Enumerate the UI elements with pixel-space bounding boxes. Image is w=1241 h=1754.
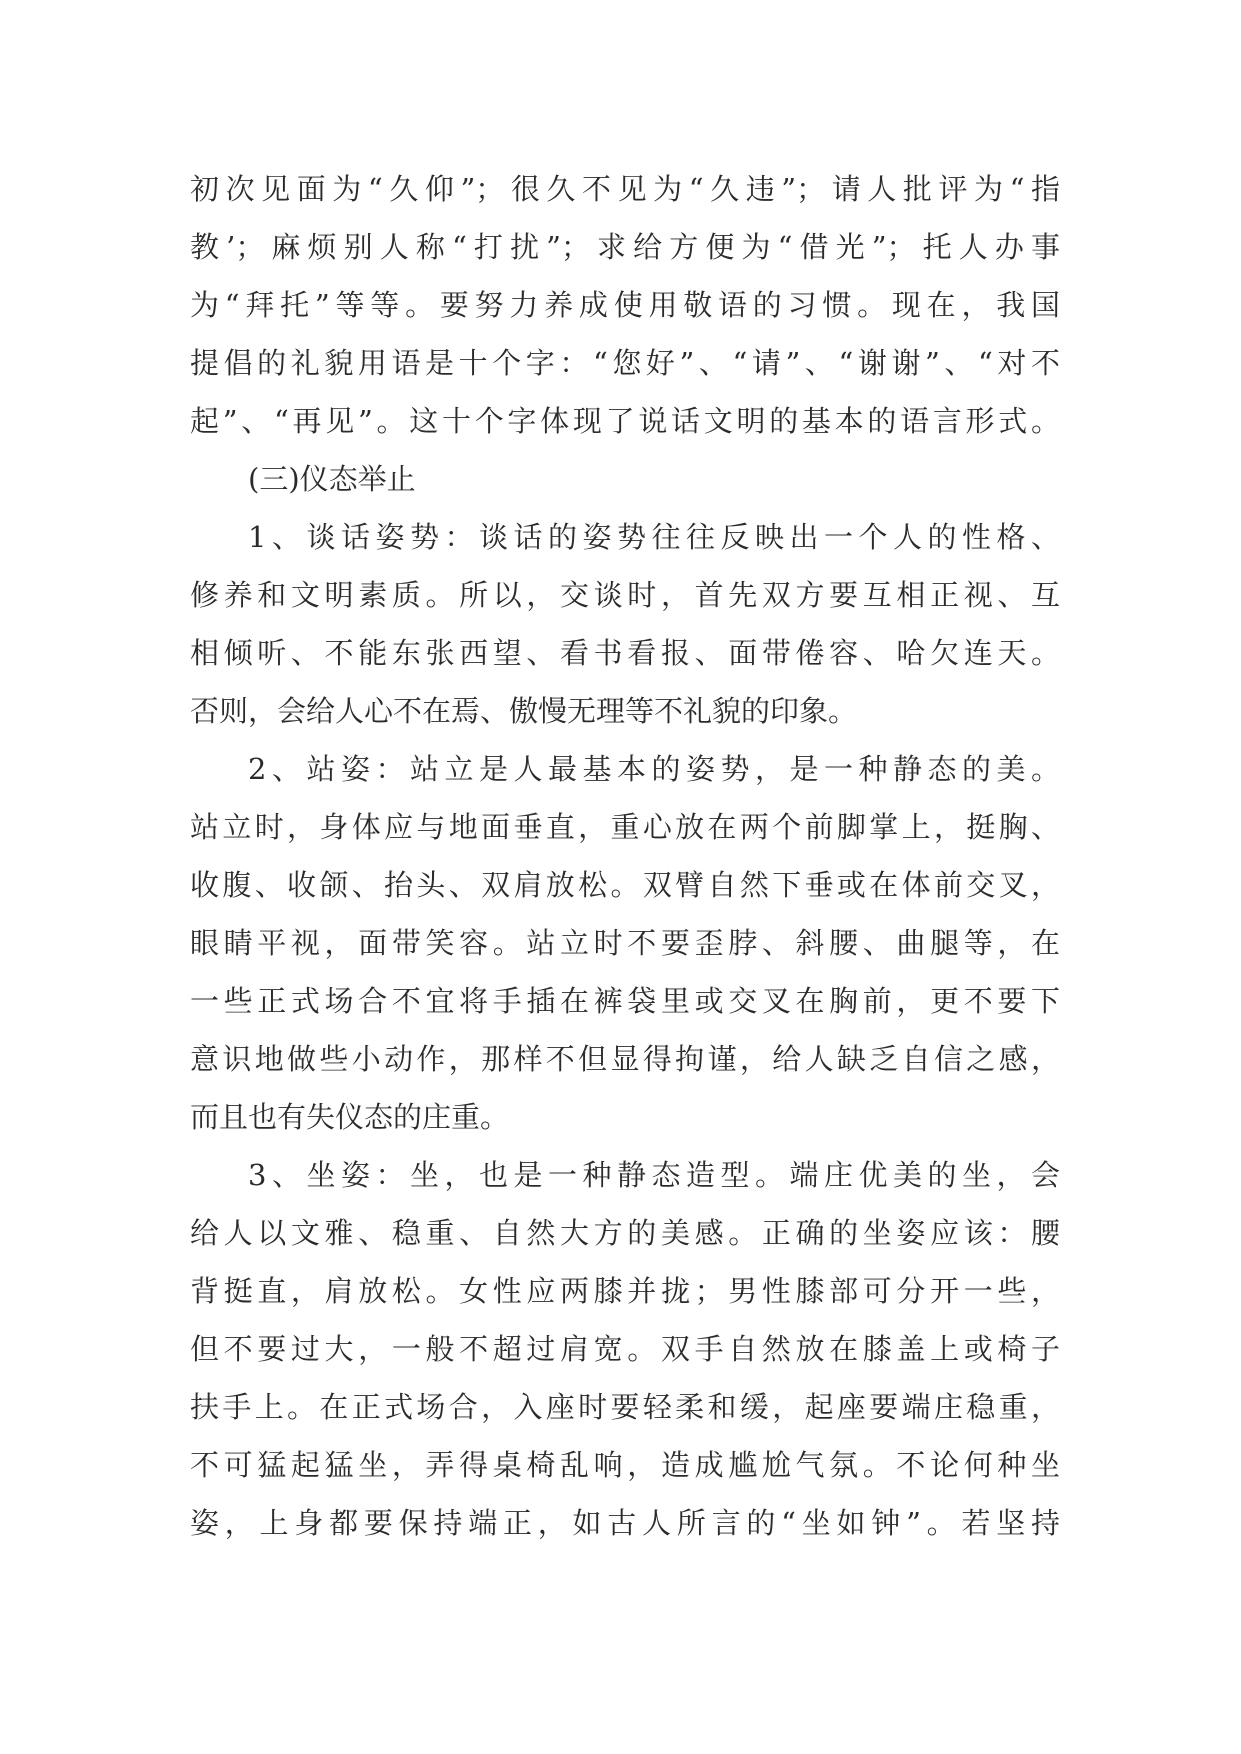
text-line: 而且也有失仪态的庄重。	[190, 1100, 510, 1134]
text-line: 否则，会给人心不在焉、傲慢无理等不礼貌的印象。	[190, 694, 858, 728]
paragraph-start-line: 3、坐姿：坐，也是一种静态造型。端庄优美的坐，会	[248, 1158, 1060, 1192]
text-line: 初次见面为“久仰”；很久不见为“久违”；请人批评为“指	[190, 172, 1060, 206]
section-heading: (三)仪态举止	[248, 462, 416, 496]
text-line: 起”、“再见”。这十个字体现了说话文明的基本的语言形式。	[190, 404, 1060, 438]
text-line: 站立时，身体应与地面垂直，重心放在两个前脚掌上，挺胸、	[190, 810, 1060, 844]
document-body	[190, 160, 1060, 1552]
text-line: 但不要过大，一般不超过肩宽。双手自然放在膝盖上或椅子	[190, 1332, 1060, 1366]
text-line: 收腹、收颌、抬头、双肩放松。双臂自然下垂或在体前交叉，	[190, 868, 1060, 902]
text-line: 意识地做些小动作，那样不但显得拘谨，给人缺乏自信之感，	[190, 1042, 1060, 1076]
text-line: 眼睛平视，面带笑容。站立时不要歪脖、斜腰、曲腿等，在	[190, 926, 1060, 960]
paragraph-start-line: 2、站姿：站立是人最基本的姿势，是一种静态的美。	[248, 752, 1060, 786]
text-line: 为“拜托”等等。要努力养成使用敬语的习惯。现在，我国	[190, 288, 1060, 322]
text-line: 不可猛起猛坐，弄得桌椅乱响，造成尴尬气氛。不论何种坐	[190, 1448, 1060, 1482]
text-line: 提倡的礼貌用语是十个字：“您好”、“请”、“谢谢”、“对不	[190, 346, 1060, 380]
text-line: 一些正式场合不宜将手插在裤袋里或交叉在胸前，更不要下	[190, 984, 1060, 1018]
text-line: 相倾听、不能东张西望、看书看报、面带倦容、哈欠连天。	[190, 636, 1060, 670]
paragraph-start-line: 1、谈话姿势：谈话的姿势往往反映出一个人的性格、	[248, 520, 1060, 554]
text-line: 扶手上。在正式场合，入座时要轻柔和缓，起座要端庄稳重，	[190, 1390, 1060, 1424]
text-line: 教’；麻烦别人称“打扰”；求给方便为“借光”；托人办事	[190, 230, 1060, 264]
text-line: 给人以文雅、稳重、自然大方的美感。正确的坐姿应该：腰	[190, 1216, 1060, 1250]
text-line: 修养和文明素质。所以，交谈时，首先双方要互相正视、互	[190, 578, 1060, 612]
text-line: 背挺直，肩放松。女性应两膝并拢；男性膝部可分开一些，	[190, 1274, 1060, 1308]
text-line: 姿，上身都要保持端正，如古人所言的“坐如钟”。若坚持	[190, 1506, 1060, 1540]
